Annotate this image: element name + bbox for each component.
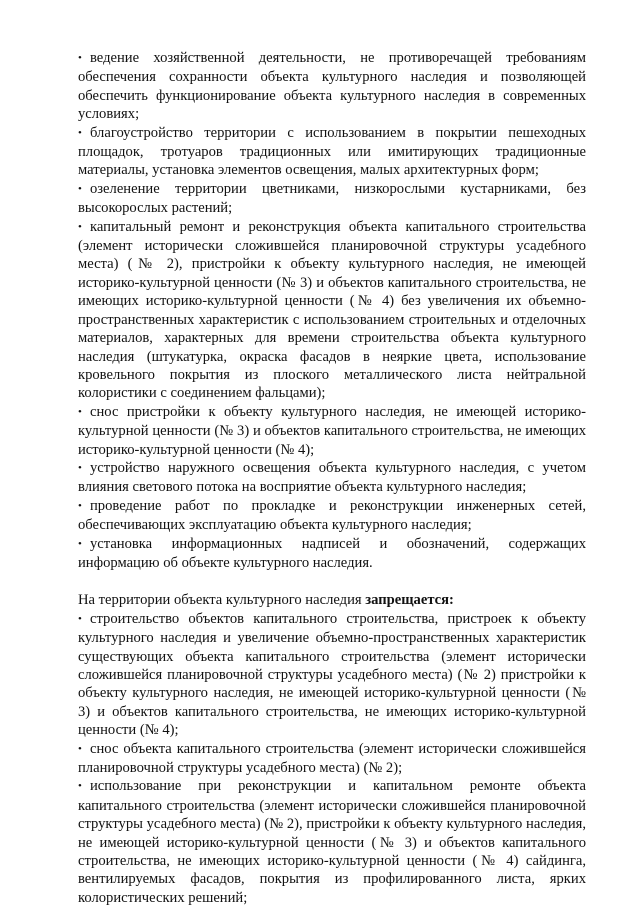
list-item: [78, 777, 586, 907]
list-item-text: проведение работ по прокладке и реконструкции инженерных сетей, обеспечивающих эксплуатацию объекта культурного наследия;: [78, 497, 586, 534]
list-item: [78, 459, 586, 497]
list-item: [78, 610, 586, 740]
prohibited-intro: [78, 591, 586, 609]
bullet-icon: •: [78, 126, 82, 139]
bullet-icon: •: [78, 220, 82, 233]
prohibited-intro-keyword: запрещается:: [365, 592, 454, 609]
list-item-text: установка информационных надписей и обозначений, содержащих информацию об объекте культурного наследия.: [78, 535, 586, 571]
document-page: [78, 49, 586, 907]
bullet-icon: •: [78, 499, 82, 512]
bullet-icon: •: [78, 52, 82, 64]
list-item-text: ведение хозяйственной деятельности, не противоречащей требованиям обеспечения сохранности объекта культурного наследия и позволяющей обеспечить функционирование объекта культурного наследия в современных условиях;: [78, 50, 586, 123]
bullet-icon: •: [78, 461, 82, 474]
list-item-text: капитальный ремонт и реконструкция объекта капитального строительства (элемент исторически сложившейся планировочной структуры усадебного места) (№ 2), пристройки к объекту культурного наследия, не имеющей историко-культурной ценности (№ 3) и объектов капитального строительства, не имеющих историко-культурной ценности (№ 4) без увеличения их объемно-пространственных характеристик с использованием строительных и отделочных материалов, характерных для времени строительства объекта культурного наследия (штукатурка, окраска фасадов в неяркие цвета, использование кровельного покрытия из плоского металлического листа нейтральной колористики с соединением фальцами);: [78, 218, 586, 402]
list-item-text: благоустройство территории с использованием в покрытии пешеходных площадок, тротуаров традиционных или имитирующих традиционные материалы, установка элементов освещения, малых архитектурных форм;: [78, 124, 586, 179]
list-item-text: снос объекта капитального строительства (элемент исторически сложившейся планировочной структуры усадебного места) (№ 2);: [78, 740, 586, 777]
list-item: [78, 124, 586, 180]
prohibited-intro-text: На территории объекта культурного наследия: [78, 592, 366, 609]
allowed-list: [78, 49, 586, 572]
list-item: [78, 180, 586, 218]
list-item: [78, 740, 586, 778]
bullet-icon: •: [78, 742, 82, 755]
list-item: [78, 403, 586, 459]
prohibited-list: [78, 610, 586, 907]
list-item-text: озеленение территории цветниками, низкорослыми кустарниками, без высокорослых растений;: [78, 180, 586, 217]
bullet-icon: •: [78, 780, 82, 793]
list-item-text: использование при реконструкции и капитальном ремонте объекта капитального строительства (элемент исторически сложившейся планировочной структуры усадебного места) (№ 2), пристройки к объекту культурного наследия, не имеющей историко-культурной ценности (№ 3) и объектов капитального строительства, не имеющих историко-культурной ценности (№ 4) сайдинга, вентилируемых фасадов, покрытия из профилированного листа, ярких колористических решений;: [78, 778, 586, 906]
list-item-text: строительство объектов капитального строительства, пристроек к объекту культурного наследия и увеличение объемно-пространственных характеристик существующих объекта капитального строительства (элемент исторически сложившейся планировочной структуры усадебного места) (№ 2) пристройки к объекту культурного наследия, не имеющей историко-культурной ценности (№ 3) и объектов капитального строительства, не имеющих историко-культурной ценности (№ 4);: [78, 610, 586, 739]
list-item: [78, 218, 586, 403]
list-item: [78, 535, 586, 573]
bullet-icon: •: [78, 405, 82, 418]
list-item: [78, 49, 586, 124]
bullet-icon: •: [78, 537, 82, 550]
list-item: [78, 497, 586, 535]
bullet-icon: •: [78, 612, 82, 625]
list-item-text: снос пристройки к объекту культурного наследия, не имеющей историко-культурной ценности (№ 3) и объектов капитального строительства, не имеющих историко-культурной ценности (№ 4);: [78, 403, 586, 458]
paragraph-spacer: [78, 572, 586, 591]
list-item-text: устройство наружного освещения объекта культурного наследия, с учетом влияния светового потока на восприятие объекта культурного наследия;: [78, 459, 586, 496]
bullet-icon: •: [78, 182, 82, 195]
